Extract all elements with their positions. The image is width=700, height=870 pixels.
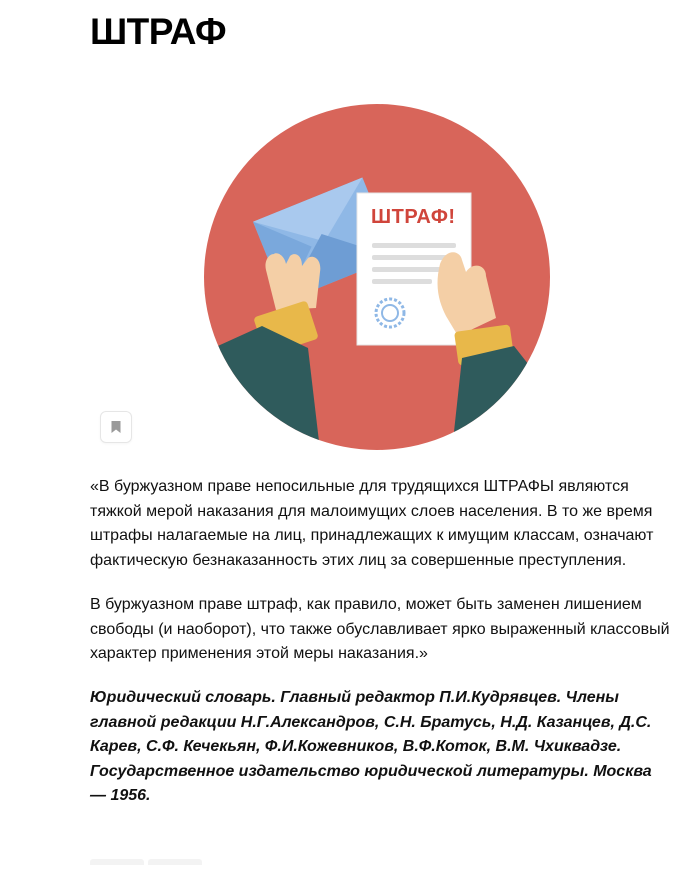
- bookmark-icon: [110, 420, 122, 434]
- quote-paragraph-2: В буржуазном праве штраф, как правило, может быть заменен лишением свободы (и наоборот), что также обуславливает ярко выраженный классовый характер применения этой меры наказания.»: [90, 596, 670, 662]
- bookmark-button[interactable]: [100, 411, 132, 443]
- document-heading: ШТРАФ!: [371, 206, 456, 228]
- quote-paragraph-1: «В буржуазном праве непосильные для трудящихся ШТРАФЫ являются тяжкой мерой наказания для малоимущих слоев населения. В то же время штрафы налагаемые на лиц, принадлежащих к имущим классам, означают фактическую безнаказанность этих лиц за совершенные преступления.: [90, 478, 654, 569]
- page-title: ШТРАФ: [90, 11, 227, 52]
- fine-illustration: [190, 104, 570, 450]
- source-citation: Юридический словарь. Главный редактор П.И.Кудрявцев. Члены главной редакции Н.Г.Александров, С.Н. Братусь, Н.Д. Казанцев, Д.С. Карев, С.Ф. Кечекьян, Ф.И.Кожевников, В.Ф.Коток, В.М. Чхиквадзе. Государственное издательство юридической литературы. Москва — 1956.: [90, 689, 652, 804]
- bottom-tag-placeholders: [90, 852, 210, 858]
- tag-placeholder: [148, 859, 202, 865]
- tag-placeholder: [90, 859, 144, 865]
